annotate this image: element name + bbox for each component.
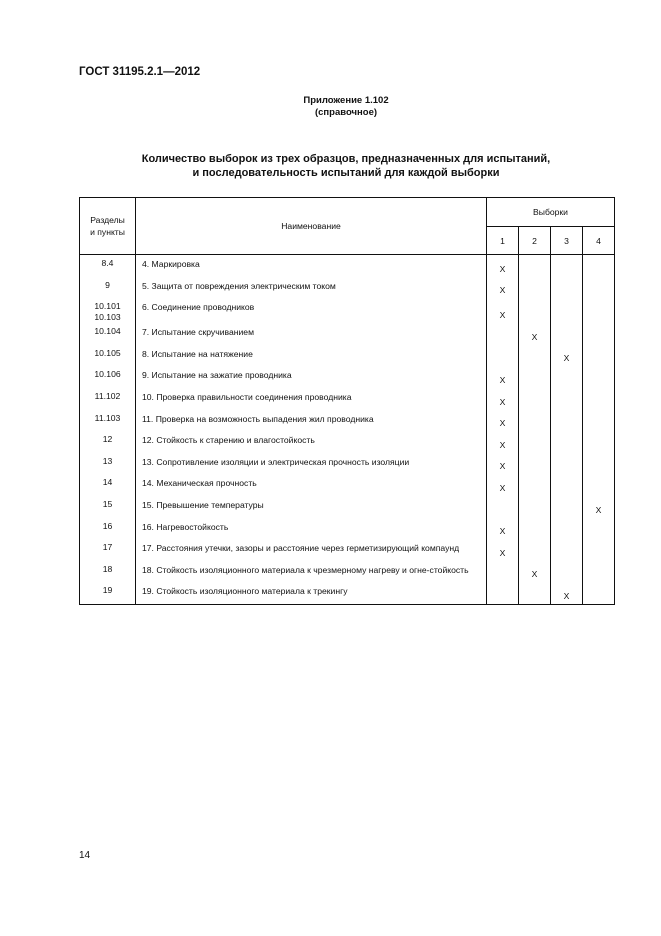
row-section-number: 10.105 [94,347,121,358]
row-name: 6. Соединение проводников [136,298,487,323]
row-mark-sample-3 [551,539,583,561]
row-sections [80,561,136,583]
row-mark-sample-2 [519,474,551,496]
row-mark-sample-2 [519,255,551,277]
row-name: 16. Нагревостойкость [136,518,487,540]
table-row [80,561,615,583]
table-row [80,539,615,561]
row-name: 15. Превышение температуры [136,496,487,518]
row-name: 9. Испытание на зажатие проводника [136,366,487,388]
page-number: 14 [79,850,91,861]
row-name: 7. Испытание скручиванием [136,323,487,345]
table-row [80,277,615,299]
row-sections [80,431,136,453]
table-row [80,366,615,388]
row-mark-sample-2 [519,539,551,561]
row-mark-sample-2: X [519,323,551,345]
row-mark-sample-3: X [551,582,583,604]
row-mark-sample-3 [551,255,583,277]
row-mark-sample-4 [583,366,615,388]
row-section-number: 11.103 [94,412,121,423]
row-section-number: 18 [102,563,113,574]
row-sections [80,453,136,475]
row-mark-sample-4 [583,561,615,583]
row-name: 5. Защита от повреждения электрическим током [136,277,487,299]
row-mark-sample-4 [583,298,615,323]
row-mark-sample-4 [583,453,615,475]
header-sample-3: 3 [551,227,583,255]
row-name: 12. Стойкость к старению и влагостойкость [136,431,487,453]
row-mark-sample-3 [551,431,583,453]
row-mark-sample-1 [487,323,519,345]
row-sections [80,410,136,432]
table-row [80,410,615,432]
row-section-number: 10.101 [94,301,121,312]
header-samples: Выборки [487,198,615,227]
row-section-number: 19 [102,585,113,596]
row-mark-sample-3: X [551,345,583,367]
appendix-title: Приложение 1.102 [303,95,389,106]
row-mark-sample-3 [551,474,583,496]
row-mark-sample-4 [583,277,615,299]
row-mark-sample-1 [487,561,519,583]
row-section-number: 14 [102,477,113,488]
row-name: 13. Сопротивление изоляции и электрическая прочность изоляции [136,453,487,475]
header-name: Наименование [136,198,487,255]
row-name: 11. Проверка на возможность выпадения жил проводника [136,410,487,432]
row-mark-sample-3 [551,561,583,583]
row-mark-sample-2 [519,345,551,367]
row-mark-sample-2 [519,366,551,388]
header-sections-line-2: и пункты [90,227,125,237]
row-section-number: 16 [102,520,113,531]
table-row [80,474,615,496]
row-mark-sample-3 [551,388,583,410]
row-mark-sample-4 [583,255,615,277]
table-row [80,388,615,410]
header-sections-line-1: Разделы [90,215,125,225]
row-section-number: 11.102 [94,390,121,401]
row-mark-sample-3 [551,323,583,345]
row-mark-sample-2 [519,453,551,475]
row-mark-sample-4 [583,388,615,410]
table-row [80,345,615,367]
row-mark-sample-2 [519,298,551,323]
row-sections [80,539,136,561]
row-mark-sample-4 [583,410,615,432]
row-mark-sample-4 [583,474,615,496]
table-row [80,496,615,518]
row-mark-sample-1 [487,496,519,518]
row-section-number: 8.4 [101,258,114,268]
row-section-number: 9 [105,279,110,290]
row-mark-sample-1: X [487,277,519,299]
row-mark-sample-1: X [487,474,519,496]
row-sections [80,518,136,540]
row-mark-sample-3 [551,298,583,323]
row-mark-sample-2 [519,388,551,410]
row-mark-sample-4 [583,518,615,540]
row-mark-sample-1: X [487,518,519,540]
row-mark-sample-3 [551,496,583,518]
row-mark-sample-4 [583,323,615,345]
row-mark-sample-1: X [487,298,519,323]
row-name: 10. Проверка правильности соединения проводника [136,388,487,410]
row-sections [80,474,136,496]
row-mark-sample-3 [551,277,583,299]
row-sections [80,345,136,367]
table-title-line-1: Количество выборок из трех образцов, предназначенных для испытаний, [141,153,551,165]
row-sections [80,388,136,410]
row-mark-sample-3 [551,518,583,540]
row-sections [80,298,136,323]
document-code: ГОСТ 31195.2.1—2012 [79,66,201,78]
row-mark-sample-3 [551,410,583,432]
header-sample-1: 1 [487,227,519,255]
row-sections [80,277,136,299]
row-section-number: 17 [102,542,113,553]
header-sample-4: 4 [583,227,615,255]
row-mark-sample-3 [551,366,583,388]
row-mark-sample-2: X [519,561,551,583]
table-row [80,582,615,604]
row-mark-sample-1: X [487,539,519,561]
row-mark-sample-1: X [487,388,519,410]
row-mark-sample-4 [583,582,615,604]
row-mark-sample-2 [519,431,551,453]
table-row [80,323,615,345]
row-mark-sample-2 [519,518,551,540]
table-row [80,255,615,277]
row-name: 4. Маркировка [136,255,487,277]
row-name: 18. Стойкость изоляционного материала к чрезмерному нагреву и огне-стойкость [136,561,487,583]
table-row [80,298,615,323]
row-mark-sample-1: X [487,255,519,277]
table-row [80,431,615,453]
header-sample-2: 2 [519,227,551,255]
row-section-number: 10.103 [94,312,121,323]
row-mark-sample-2 [519,410,551,432]
table-title [0,152,661,180]
row-section-number: 15 [102,498,113,509]
row-mark-sample-1: X [487,366,519,388]
row-sections [80,366,136,388]
row-name: 14. Механическая прочность [136,474,487,496]
row-sections [80,323,136,345]
header-sections [80,198,136,255]
row-sections [80,496,136,518]
table-title-line-2: и последовательность испытаний для каждой выборки [192,167,500,179]
row-mark-sample-3 [551,453,583,475]
row-name: 19. Стойкость изоляционного материала к трекингу [136,582,487,604]
row-mark-sample-4 [583,345,615,367]
samples-table [79,197,615,605]
row-section-number: 10.106 [94,369,121,380]
row-sections [80,255,136,277]
table-row [80,518,615,540]
row-mark-sample-4 [583,539,615,561]
row-name: 8. Испытание на натяжение [136,345,487,367]
row-mark-sample-4: X [583,496,615,518]
row-sections [80,582,136,604]
appendix-subtitle: (справочное) [314,107,378,118]
row-mark-sample-2 [519,496,551,518]
row-mark-sample-1: X [487,453,519,475]
row-name: 17. Расстояния утечки, зазоры и расстояние через герметизирующий компаунд [136,539,487,561]
row-mark-sample-1 [487,582,519,604]
row-mark-sample-1 [487,345,519,367]
row-mark-sample-4 [583,431,615,453]
row-section-number: 12 [102,434,113,445]
row-section-number: 10.104 [94,326,121,337]
table-row [80,453,615,475]
row-section-number: 13 [102,455,113,466]
row-mark-sample-1: X [487,410,519,432]
row-mark-sample-2 [519,277,551,299]
row-mark-sample-1: X [487,431,519,453]
row-mark-sample-2 [519,582,551,604]
appendix-heading [0,95,661,119]
